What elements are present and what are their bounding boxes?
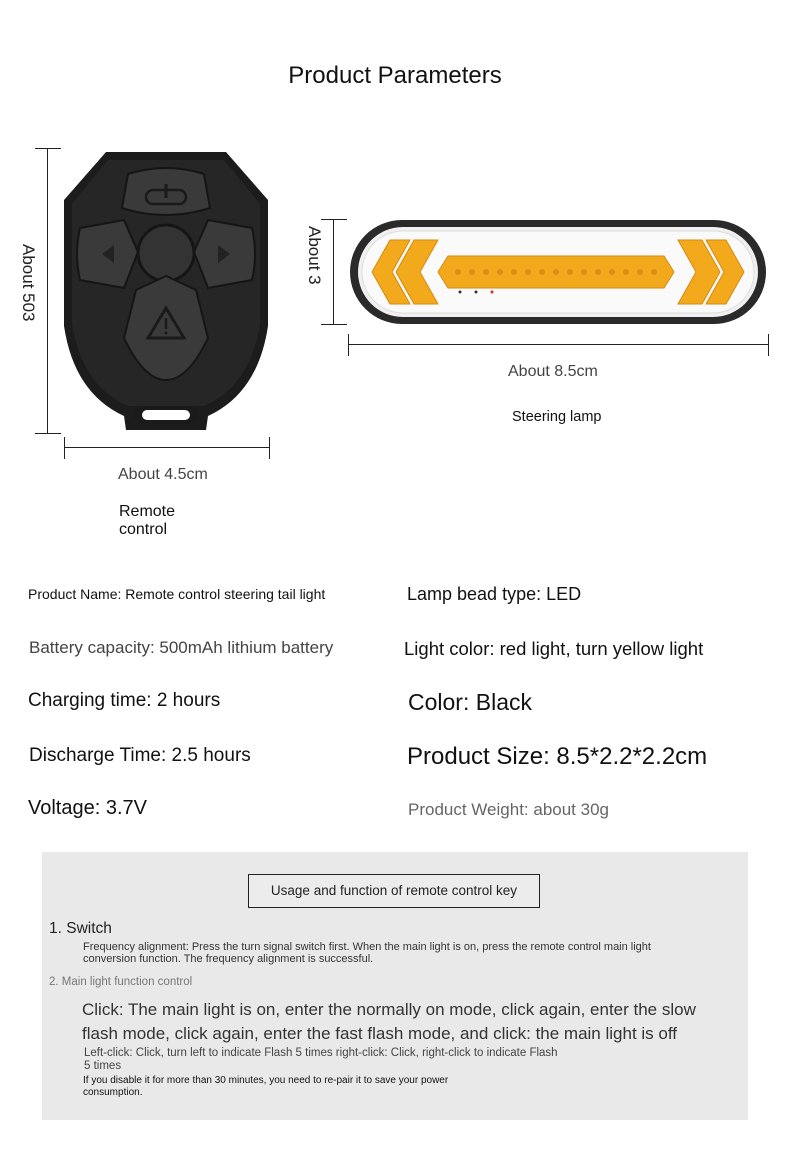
remote-height-label: About 503 — [19, 244, 38, 322]
spec-product-name: Product Name: Remote control steering tail light — [28, 586, 326, 602]
remote-name: Remote control — [119, 503, 176, 538]
spec-battery: Battery capacity: 500mAh lithium battery — [29, 638, 334, 657]
spec-voltage: Voltage: 3.7V — [28, 797, 147, 819]
lamp-height-label: About 3 — [305, 226, 324, 285]
spec-discharge: Discharge Time: 2.5 hours — [29, 745, 251, 766]
spec-lamp-bead: Lamp bead type: LED — [407, 584, 582, 604]
remote-width-label: About 4.5cm — [118, 466, 208, 483]
remote-control-image — [58, 148, 274, 436]
lamp-width-label: About 8.5cm — [508, 363, 598, 380]
click-description: Click: The main light is on, enter the normally on mode, click again, enter the slow flash mode, click again, enter the fast flash mode, and click: the main light is off — [82, 1000, 696, 1043]
spec-charging: Charging time: 2 hours — [28, 690, 221, 711]
usage-title: Usage and function of remote control key — [248, 874, 540, 908]
spec-color: Color: Black — [408, 689, 532, 715]
steering-lamp-image — [348, 218, 770, 328]
switch-description: Frequency alignment: Press the turn signal switch first. When the main light is on, press the remote control main light conversion function. The frequency alignment is successful. — [83, 941, 651, 965]
spec-size: Product Size: 8.5*2.2*2.2cm — [407, 743, 708, 770]
page-title: Product Parameters — [288, 62, 502, 89]
main-light-heading: 2. Main light function control — [49, 976, 193, 988]
spec-weight: Product Weight: about 30g — [408, 800, 609, 819]
switch-heading: 1. Switch — [49, 920, 112, 937]
usage-panel — [42, 852, 748, 1120]
spec-light-color: Light color: red light, turn yellow light — [404, 638, 704, 659]
disable-note: If you disable it for more than 30 minutes, you need to re-pair it to save your power consumption. — [83, 1075, 449, 1098]
left-click-description: Left-click: Click, turn left to indicate Flash 5 times right-click: Click, right-click to indicate Flash 5 times — [84, 1047, 558, 1072]
lamp-name: Steering lamp — [512, 409, 602, 425]
